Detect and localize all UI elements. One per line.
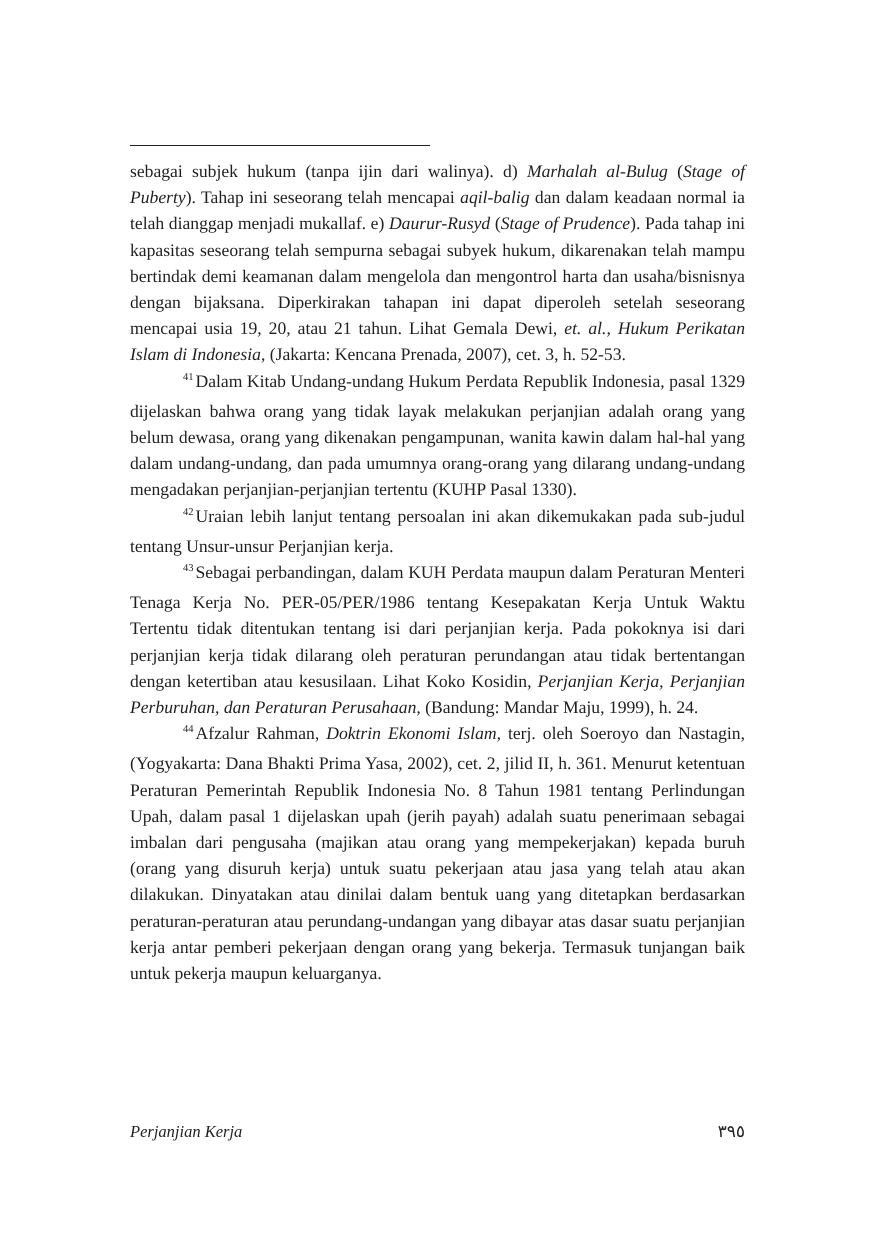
text-run: terj. oleh Soeroyo dan Nastagin, (Yogyakarta: Dana Bhakti Prima Yasa, 2002), cet. 2, jilid II, h. 361. Menurut ketentuan Peraturan Pemerintah Republik Indonesia No. 8 Tahun 1981 tentang Perlindungan Upah, dalam pasal 1 dijelaskan upah (jerih payah) adalah suatu penerimaan sebagai imbalan dari pengusaha (majikan atau orang yang mempekerjakan) kepada buruh (orang yang disuruh kerja) untuk suatu pekerjaan atau jasa yang telah atau akan dilakukan. Dinyatakan atau dinilai dalam bentuk uang yang ditetapkan berdasarkan peraturan-peraturan atau perundang-undangan yang dibayar atas dasar suatu perjanjian kerja antar pemberi pekerjaan dengan orang yang bekerja. Termasuk tunjangan baik untuk pekerja maupun keluarganya.	[130, 723, 745, 984]
running-title: Perjanjian Kerja	[130, 1122, 243, 1141]
italic-text-run: et. al.	[564, 318, 607, 339]
footnote-number: 41	[183, 371, 194, 383]
footnote-text	[130, 371, 745, 500]
italic-text-run: Doktrin Ekonomi Islam,	[326, 723, 501, 744]
italic-text-run: Perjanjian Kerja, Perjanjian Perburuhan, dan Peraturan Perusahaan,	[130, 670, 745, 718]
text-run: Afzalur Rahman,	[195, 723, 327, 744]
footnote-42	[130, 503, 745, 559]
footnote-number: 44	[183, 724, 194, 736]
text-run: dan dalam keadaan normal ia telah dianggap menjadi mukallaf. e)	[130, 187, 745, 234]
text-run: ). Pada tahap ini kapasitas seseorang telah sempurna sebagai subyek hukum, dikarenakan telah mampu bertindak demi keamanan dalam mengelola dan mengontrol harta dan usaha/bisnisnya dengan bijaksana. Diperkirakan tahapan ini dapat diperoleh setelah seseorang mencapai usia 19, 20, atau 21 tahun. Lihat Gemala Dewi,	[130, 213, 746, 339]
footnote-number: 43	[183, 563, 194, 575]
italic-text-run: Hukum Perikatan Islam di Indonesia,	[130, 318, 746, 365]
footnotes-section	[130, 158, 745, 986]
italic-text-run: Stage of Puberty	[130, 161, 746, 208]
italic-text-run: Stage of Prudence	[500, 213, 631, 234]
text-run: (Jakarta: Kencana Prenada, 2007), cet. 3, h. 52-53.	[265, 344, 626, 365]
footnote-44	[130, 720, 745, 986]
text-run: (	[490, 213, 501, 234]
footnote-text	[130, 562, 745, 717]
text-run: Dalam Kitab Undang-undang Hukum Perdata Republik Indonesia, pasal 1329 dijelaskan bahwa orang yang tidak layak melakukan perjanjian adalah orang yang belum dewasa, orang yang dikenakan pengampunan, wanita kawin dalam hal-hal yang dalam undang-undang, dan pada umumnya orang-orang yang dilarang undang-undang mengadakan perjanjian-perjanjian tertentu (KUHP Pasal 1330).	[130, 370, 745, 500]
page-footer	[130, 1122, 745, 1148]
footnote-41	[130, 368, 745, 503]
text-run: ). Tahap ini seseorang telah mencapai	[185, 187, 461, 208]
page-number: ٣٩٥	[717, 1122, 745, 1141]
text-run: ,	[606, 318, 618, 339]
footnote-separator-rule	[130, 145, 430, 146]
italic-text-run: Daurur-Rusyd	[388, 213, 491, 234]
footnote-43	[130, 559, 745, 720]
footnote-number: 42	[183, 506, 194, 518]
footnote-continuation	[130, 158, 745, 368]
text-run: (	[667, 161, 683, 181]
text-run: (Bandung: Mandar Maju, 1999), h. 24.	[420, 697, 699, 718]
footnote-text	[130, 723, 745, 983]
text-run: sebagai subjek hukum (tanpa ijin dari walinya). d)	[130, 161, 527, 181]
italic-text-run: Marhalah al-Bulug	[526, 161, 668, 181]
italic-text-run: aqil-balig	[460, 187, 530, 208]
footnote-text	[130, 506, 745, 556]
text-run: Uraian lebih lanjut tentang persoalan ini akan dikemukakan pada sub-judul tentang Unsur-unsur Perjanjian kerja.	[130, 505, 745, 556]
text-run: Sebagai perbandingan, dalam KUH Perdata maupun dalam Peraturan Menteri Tenaga Kerja No. PER-05/PER/1986 tentang Kesepakatan Kerja Untuk Waktu Tertentu tidak ditentukan tentang isi dari perjanjian kerja. Pada pokoknya isi dari perjanjian kerja tidak dilarang oleh peraturan perundangan atau tidak bertentangan dengan ketertiban atau kesusilaan. Lihat Koko Kosidin,	[130, 562, 745, 691]
